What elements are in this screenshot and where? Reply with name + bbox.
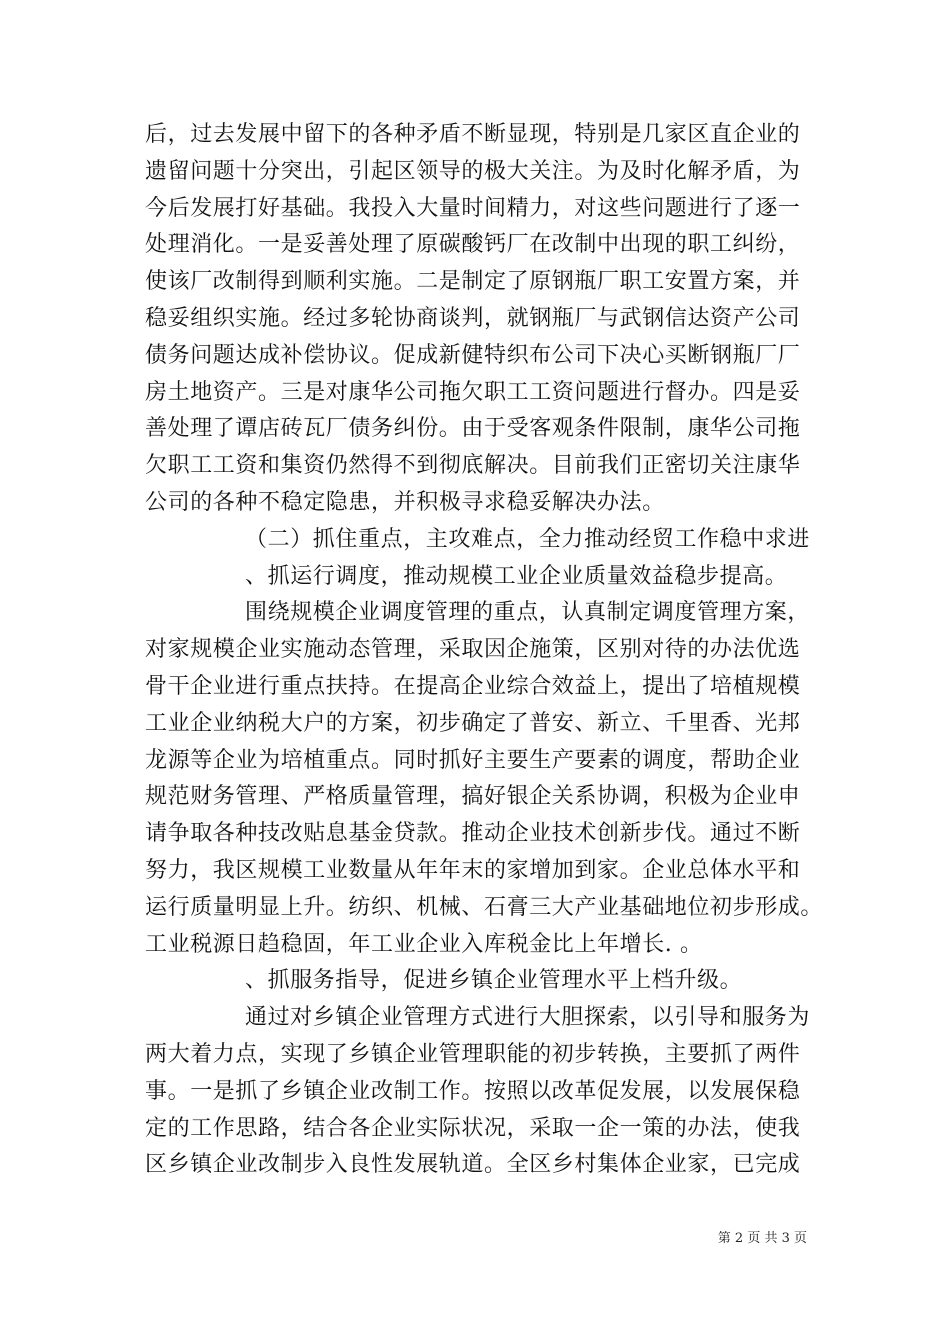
text-line: 请争取各种技改贴息基金贷款。推动企业技术创新步伐。通过不断 — [145, 821, 801, 847]
text-line: 稳妥组织实施。经过多轮协商谈判，就钢瓶厂与武钢信达资产公司 — [145, 305, 801, 331]
text-line: 使该厂改制得到顺利实施。二是制定了原钢瓶厂职工安置方案，并 — [145, 269, 801, 295]
text-line: 遗留问题十分突出，引起区领导的极大关注。为及时化解矛盾，为 — [145, 158, 801, 184]
text-line: 今后发展打好基础。我投入大量时间精力，对这些问题进行了逐一 — [145, 195, 801, 221]
text-line: 善处理了谭店砖瓦厂债务纠份。由于受客观条件限制，康华公司拖 — [145, 416, 801, 442]
body-text — [145, 117, 824, 1184]
text-line: 龙源等企业为培植重点。同时抓好主要生产要素的调度，帮助企业 — [145, 747, 801, 773]
text-line: 两大着力点，实现了乡镇企业管理职能的初步转换，主要抓了两件 — [145, 1041, 801, 1067]
text-line: 公司的各种不稳定隐患，并积极寻求稳妥解决办法。 — [145, 489, 665, 515]
text-line: 区乡镇企业改制步入良性发展轨道。全区乡村集体企业家，已完成 — [145, 1152, 801, 1178]
text-line: 欠职工工资和集资仍然得不到彻底解决。目前我们正密切关注康华 — [145, 453, 801, 479]
text-line: 通过对乡镇企业管理方式进行大胆探索，以引导和服务为 — [245, 1005, 811, 1031]
text-line: 事。一是抓了乡镇企业改制工作。按照以改革促发展，以发展保稳 — [145, 1078, 801, 1104]
text-line: 工业税源日趋稳固，年工业企业入库税金比上年增长. 。 — [145, 931, 703, 957]
text-line: 定的工作思路，结合各企业实际状况，采取一企一策的办法，使我 — [145, 1115, 801, 1141]
text-line: 后，过去发展中留下的各种矛盾不断显现，特别是几家区直企业的 — [145, 122, 801, 147]
text-line: 运行质量明显上升。纺织、机械、石膏三大产业基础地位初步形成。 — [145, 894, 824, 920]
page-number: 第 2 页 共 3 页 — [717, 1231, 807, 1246]
text-line: 规范财务管理、严格质量管理，搞好银企关系协调，积极为企业申 — [145, 784, 801, 810]
text-line: 工业企业纳税大户的方案，初步确定了普安、新立、千里香、光邦 — [145, 710, 801, 736]
text-line: 努力，我区规模工业数量从年年末的家增加到家。企业总体水平和 — [145, 857, 801, 883]
text-line: 骨干企业进行重点扶持。在提高企业综合效益上，提出了培植规模 — [145, 673, 801, 699]
text-line: 处理消化。一是妥善处理了原碳酸钙厂在改制中出现的职工纠纷， — [145, 232, 801, 258]
text-line: （二）抓住重点，主攻难点，全力推动经贸工作稳中求进 — [245, 526, 811, 552]
text-line: 围绕规模企业调度管理的重点，认真制定调度管理方案， — [245, 600, 811, 626]
text-line: 、抓运行调度，推动规模工业企业质量效益稳步提高。 — [245, 563, 788, 589]
text-line: 对家规模企业实施动态管理，采取因企施策，区别对待的办法优选 — [145, 637, 801, 663]
text-line: 、抓服务指导，促进乡镇企业管理水平上档升级。 — [245, 968, 743, 994]
text-line: 房土地资产。三是对康华公司拖欠职工工资问题进行督办。四是妥 — [145, 379, 801, 405]
text-line: 债务问题达成补偿协议。促成新健特织布公司下决心买断钢瓶厂厂 — [145, 342, 801, 368]
